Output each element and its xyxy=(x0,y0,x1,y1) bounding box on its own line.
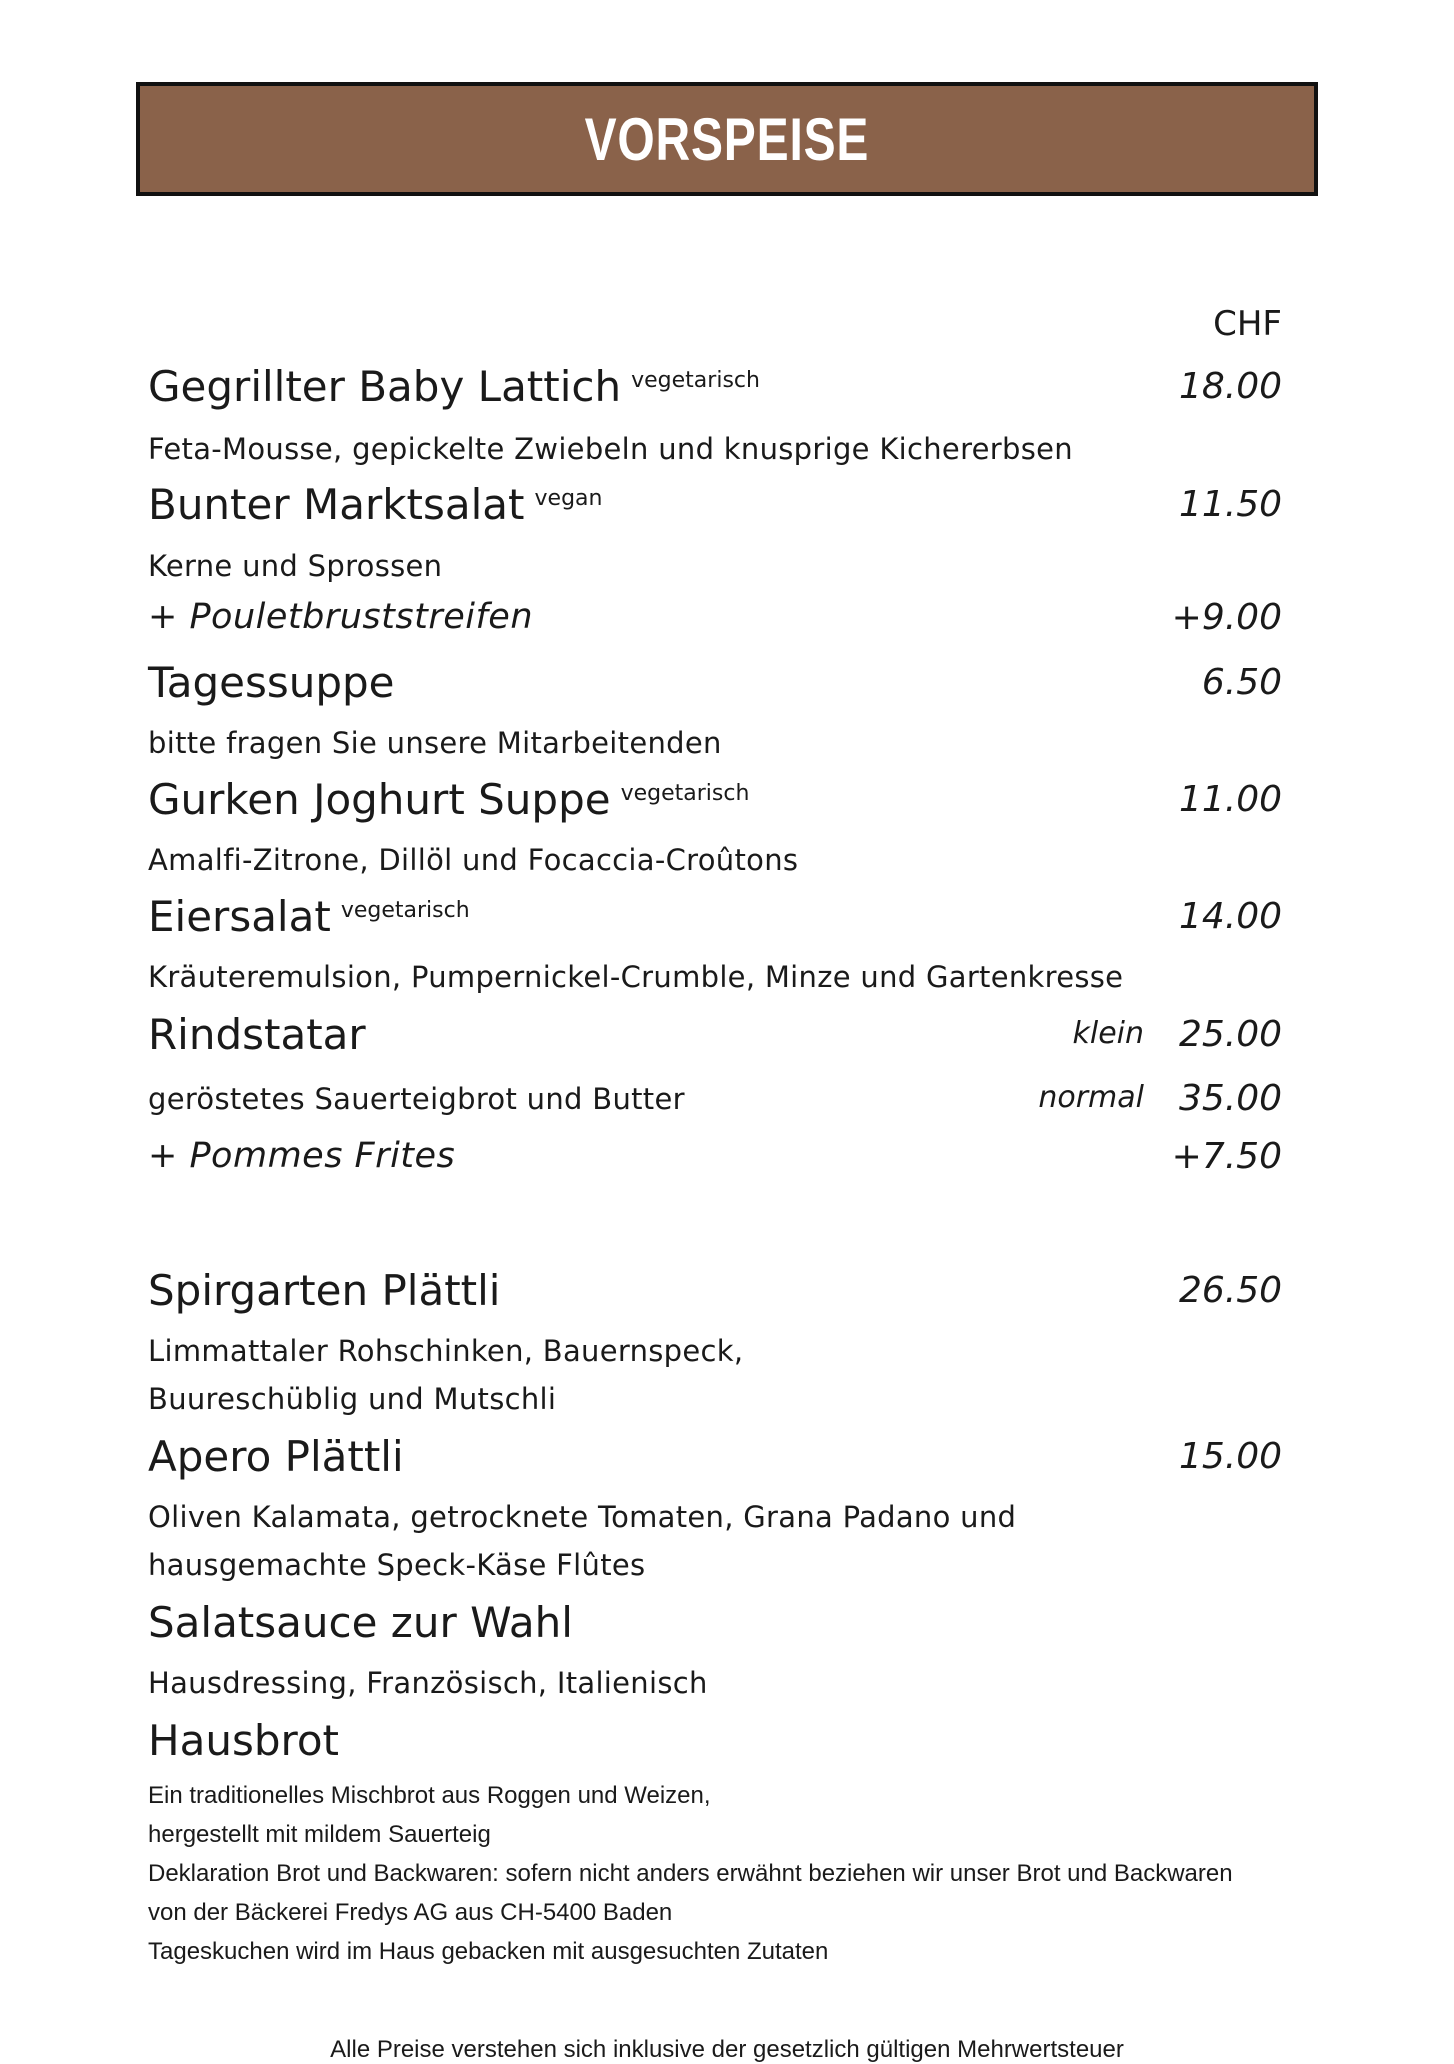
item-name-text: Hausbrot xyxy=(148,1716,339,1765)
portion-size-label: normal xyxy=(1038,1080,1144,1115)
item-name-text: Eiersalat xyxy=(148,892,331,941)
item-name-text: Bunter Marktsalat xyxy=(148,480,525,529)
item-price: 15.00 xyxy=(1178,1436,1282,1477)
menu-item-name xyxy=(148,1266,500,1315)
item-name-text: Gegrillter Baby Lattich xyxy=(148,362,622,411)
addon-price: +9.00 xyxy=(1171,597,1282,638)
menu-item-name xyxy=(148,480,602,529)
menu-item-name xyxy=(148,658,394,707)
item-description: Buureschüblig und Mutschli xyxy=(148,1382,557,1416)
diet-tag: vegetarisch xyxy=(631,368,760,393)
portion-size-label: klein xyxy=(1072,1016,1144,1051)
menu-item-name xyxy=(148,892,470,941)
item-name-text: Spirgarten Plättli xyxy=(148,1266,501,1315)
item-price: 25.00 xyxy=(1178,1014,1282,1055)
diet-tag: vegetarisch xyxy=(620,781,750,806)
item-price: 14.00 xyxy=(1178,896,1282,937)
addon-price: +7.50 xyxy=(1171,1136,1282,1177)
item-name-text: Gurken Joghurt Suppe xyxy=(148,775,611,824)
item-description: Limmattaler Rohschinken, Bauernspeck, xyxy=(148,1334,744,1368)
menu-item-name xyxy=(148,775,749,824)
item-description: Hausdressing, Französisch, Italienisch xyxy=(148,1666,708,1700)
item-price: 26.50 xyxy=(1178,1270,1282,1311)
section-banner xyxy=(136,82,1318,196)
item-description: geröstetes Sauerteigbrot und Butter xyxy=(148,1082,685,1116)
item-name-text: Tagessuppe xyxy=(148,658,395,707)
item-addon: + Pouletbruststreifen xyxy=(148,597,534,637)
item-description: Amalfi-Zitrone, Dillöl und Focaccia-Croûtons xyxy=(148,843,799,877)
item-name-text: Apero Plättli xyxy=(148,1432,404,1481)
menu-item-name xyxy=(148,1716,339,1765)
item-name-text: Salatsauce zur Wahl xyxy=(148,1598,573,1647)
bread-note: Ein traditionelles Mischbrot aus Roggen und Weizen, xyxy=(148,1782,711,1809)
item-price: 35.00 xyxy=(1178,1078,1282,1119)
menu-item-name xyxy=(148,362,760,411)
item-description: Kerne und Sprossen xyxy=(148,549,443,583)
item-description: hausgemachte Speck-Käse Flûtes xyxy=(148,1548,646,1582)
menu-item-name xyxy=(148,1010,366,1059)
bread-note: Deklaration Brot und Backwaren: sofern nicht anders erwähnt beziehen wir unser Brot und Backwaren xyxy=(148,1860,1233,1887)
item-name-text: Rindstatar xyxy=(148,1010,366,1059)
bread-note: von der Bäckerei Fredys AG aus CH-5400 Baden xyxy=(148,1899,673,1926)
bread-note: Tageskuchen wird im Haus gebacken mit ausgesuchten Zutaten xyxy=(148,1938,829,1965)
item-price: 11.00 xyxy=(1178,779,1282,820)
item-price: 11.50 xyxy=(1178,484,1282,525)
section-title: VORSPEISE xyxy=(584,105,870,173)
currency-label: CHF xyxy=(1213,304,1282,344)
vat-footer: Alle Preise verstehen sich inklusive der gesetzlich gültigen Mehrwertsteuer xyxy=(330,2036,1124,2063)
diet-tag: vegan xyxy=(534,486,603,511)
menu-item-name xyxy=(148,1598,573,1647)
bread-note: hergestellt mit mildem Sauerteig xyxy=(148,1821,491,1848)
item-description: Kräuteremulsion, Pumpernickel-Crumble, Minze und Gartenkresse xyxy=(148,960,1124,994)
item-description: bitte fragen Sie unsere Mitarbeitenden xyxy=(148,726,722,760)
menu-item-name xyxy=(148,1432,404,1481)
item-description: Feta-Mousse, gepickelte Zwiebeln und knusprige Kichererbsen xyxy=(148,432,1073,466)
item-price: 18.00 xyxy=(1178,366,1282,407)
diet-tag: vegetarisch xyxy=(340,898,470,923)
item-price: 6.50 xyxy=(1201,662,1282,703)
item-description: Oliven Kalamata, getrocknete Tomaten, Grana Padano und xyxy=(148,1500,1017,1534)
item-addon: + Pommes Frites xyxy=(148,1136,456,1176)
